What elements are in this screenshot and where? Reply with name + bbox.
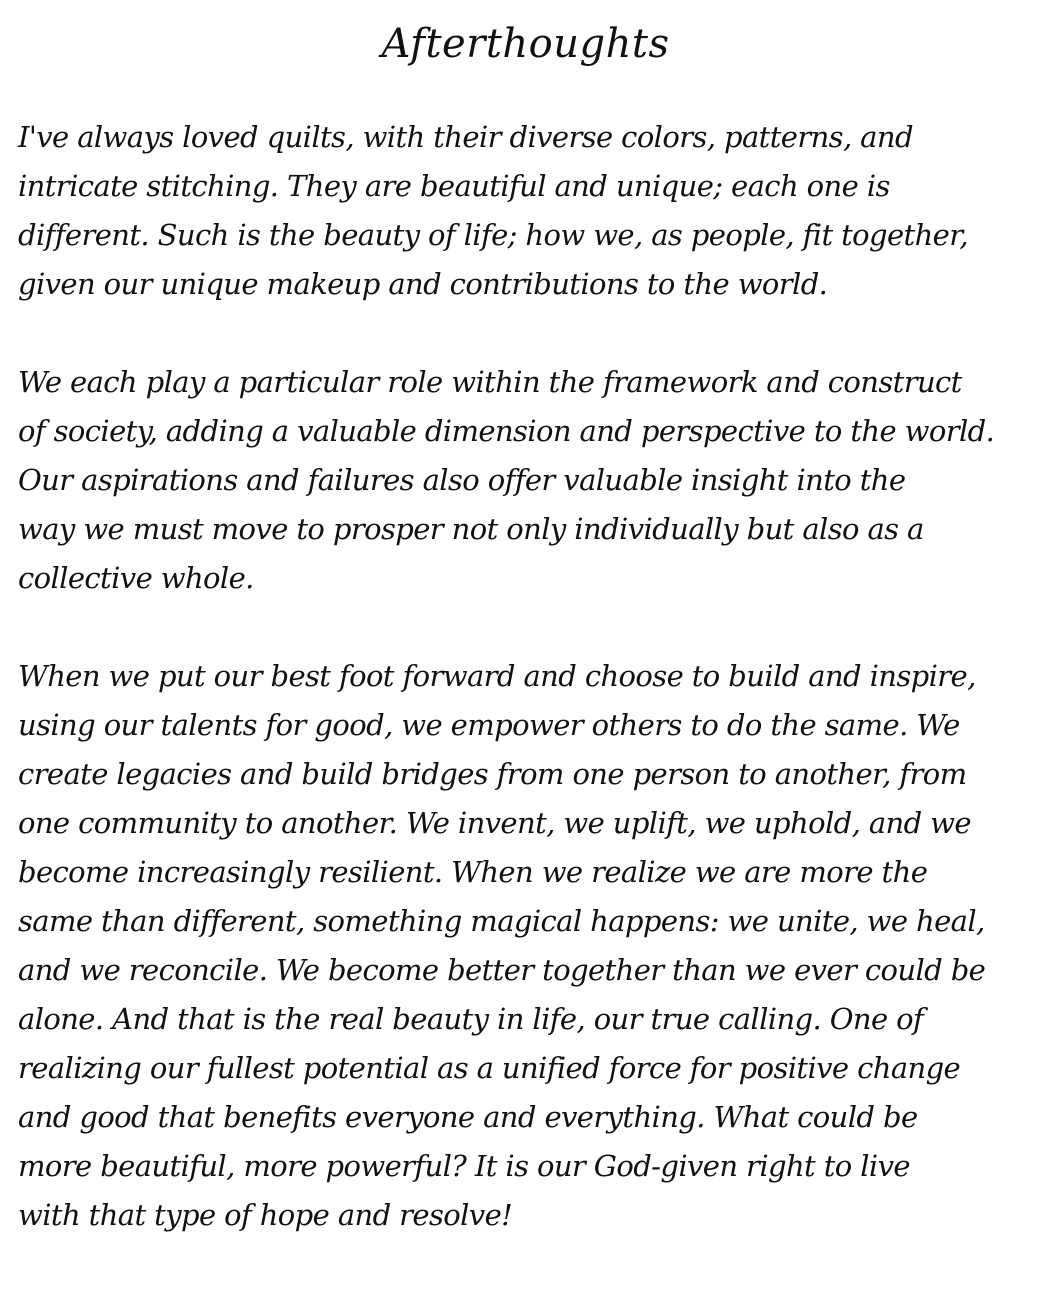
- paragraph-3: [18, 652, 1038, 1240]
- text-line: same than different, something magical happens: we unite, we heal,: [18, 904, 985, 938]
- text-line: I've always loved quilts, with their diverse colors, patterns, and: [18, 120, 913, 154]
- text-line: more beautiful, more powerful? It is our God-given right to live: [18, 1149, 910, 1183]
- text-line: given our unique makeup and contributions to the world.: [18, 267, 828, 301]
- text-line: and good that benefits everyone and everything. What could be: [18, 1100, 918, 1134]
- text-line: Our aspirations and failures also offer valuable insight into the: [18, 463, 906, 497]
- text-line: intricate stitching. They are beautiful and unique; each one is: [18, 169, 890, 203]
- paragraph-1: [18, 113, 1038, 309]
- text-line: and we reconcile. We become better together than we ever could be: [18, 953, 986, 987]
- text-line: way we must move to prosper not only individually but also as a: [18, 512, 924, 546]
- text-line: create legacies and build bridges from one person to another, from: [18, 757, 967, 791]
- text-line: become increasingly resilient. When we realize we are more the: [18, 855, 928, 889]
- text-line: using our talents for good, we empower others to do the same. We: [18, 708, 960, 742]
- text-line: one community to another. We invent, we uplift, we uphold, and we: [18, 806, 971, 840]
- text-line: different. Such is the beauty of life; how we, as people, fit together,: [18, 218, 968, 252]
- text-line: realizing our fullest potential as a unified force for positive change: [18, 1051, 961, 1085]
- text-line: When we put our best foot forward and choose to build and inspire,: [18, 659, 976, 693]
- text-line: collective whole.: [18, 561, 254, 595]
- paragraph-2: [18, 358, 1038, 603]
- text-line: with that type of hope and resolve!: [18, 1198, 513, 1232]
- text-line: alone. And that is the real beauty in life, our true calling. One of: [18, 1002, 924, 1036]
- page-title: Afterthoughts: [381, 21, 670, 67]
- text-line: We each play a particular role within the framework and construct: [18, 365, 962, 399]
- text-line: of society, adding a valuable dimension and perspective to the world.: [18, 414, 995, 448]
